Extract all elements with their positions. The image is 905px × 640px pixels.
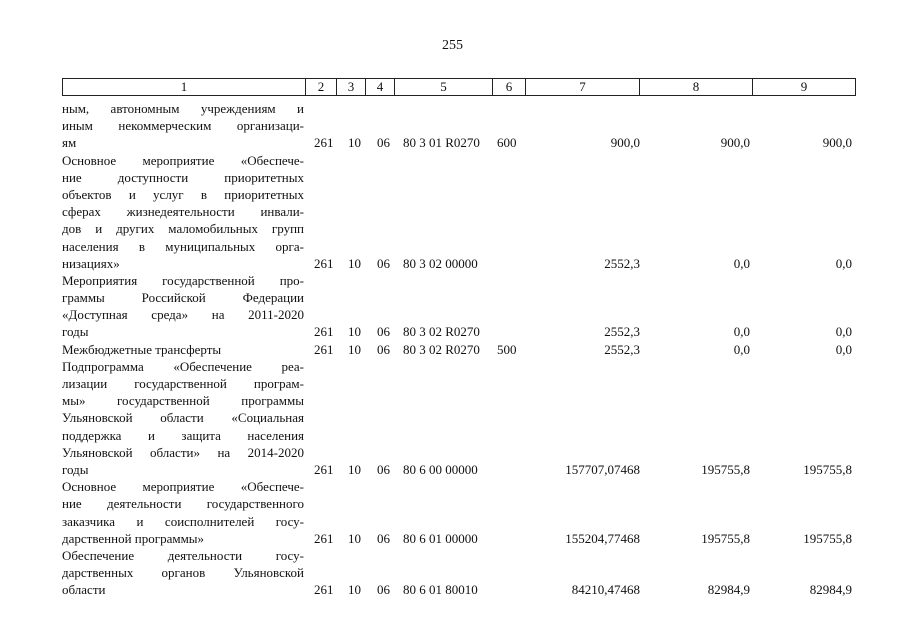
header-col-1: 1	[63, 79, 306, 96]
amount-col-8: 195755,8	[701, 461, 750, 477]
description-line: «Доступная среда» на 2011-2020	[62, 307, 304, 323]
amount-col-8: 900,0	[720, 135, 750, 151]
description-line: Основное мероприятие «Обеспече-	[62, 479, 304, 495]
description-line: объектов и услуг в приоритетных	[62, 186, 304, 202]
description-line: ние деятельности государственного	[62, 496, 304, 512]
description-line: иным некоммерческим организаци-	[62, 118, 304, 134]
subsection-code: 06	[377, 135, 390, 151]
target-article-code: 80 6 01 00000	[403, 530, 478, 546]
subsection-code: 06	[377, 530, 390, 546]
table-row	[62, 478, 862, 547]
amount-col-9: 0,0	[835, 341, 852, 357]
ministry-code: 261	[314, 255, 334, 271]
header-col-4: 4	[366, 79, 395, 96]
section-code: 10	[348, 341, 361, 357]
description-line: ние доступности приоритетных	[62, 169, 304, 185]
section-code: 10	[348, 324, 361, 340]
table-row	[62, 547, 862, 599]
amount-col-7: 900,0	[610, 135, 640, 151]
amount-col-7: 157707,07468	[565, 461, 640, 477]
expense-type-code: 600	[497, 135, 517, 151]
amount-col-9: 195755,8	[803, 461, 852, 477]
target-article-code: 80 3 01 R0270	[403, 135, 480, 151]
target-article-code: 80 6 00 00000	[403, 461, 478, 477]
description-line: Межбюджетные трансферты	[62, 341, 222, 357]
expense-type-code: 500	[497, 341, 517, 357]
description-line: граммы Российской Федерации	[62, 290, 304, 306]
row-codes	[62, 134, 862, 151]
description-line: низациях»	[62, 255, 120, 271]
ministry-code: 261	[314, 461, 334, 477]
table-row	[62, 358, 862, 478]
description-line: ям	[62, 135, 77, 151]
description-line: Основное мероприятие «Обеспече-	[62, 152, 304, 168]
amount-col-7: 155204,77468	[565, 530, 640, 546]
description-line: дов и других маломобильных групп	[62, 221, 304, 237]
description-line: заказчика и соисполнителей госу-	[62, 513, 304, 529]
subsection-code: 06	[377, 341, 390, 357]
target-article-code: 80 3 02 00000	[403, 255, 478, 271]
amount-col-7: 2552,3	[604, 255, 640, 271]
description-line: дарственной программы»	[62, 530, 205, 546]
description-line: поддержка и защита населения	[62, 427, 304, 443]
description-line: Подпрограмма «Обеспечение реа-	[62, 358, 304, 374]
page-number: 255	[442, 38, 463, 53]
target-article-code: 80 3 02 R0270	[403, 324, 480, 340]
row-codes	[62, 581, 862, 598]
amount-col-9: 0,0	[835, 255, 852, 271]
header-col-6: 6	[493, 79, 526, 96]
description-line: Ульяновской области «Социальная	[62, 410, 304, 426]
table-header	[62, 78, 856, 96]
section-code: 10	[348, 530, 361, 546]
target-article-code: 80 3 02 R0270	[403, 341, 480, 357]
subsection-code: 06	[377, 582, 390, 598]
amount-col-9: 0,0	[835, 324, 852, 340]
description-line: населения в муниципальных орга-	[62, 238, 304, 254]
header-col-2: 2	[306, 79, 337, 96]
header-col-9: 9	[753, 79, 856, 96]
amount-col-9: 82984,9	[809, 582, 852, 598]
ministry-code: 261	[314, 582, 334, 598]
amount-col-7: 2552,3	[604, 324, 640, 340]
section-code: 10	[348, 461, 361, 477]
header-col-3: 3	[337, 79, 366, 96]
description-line: мы» государственной программы	[62, 393, 304, 409]
ministry-code: 261	[314, 135, 334, 151]
amount-col-8: 0,0	[733, 324, 750, 340]
section-code: 10	[348, 582, 361, 598]
section-code: 10	[348, 255, 361, 271]
row-codes	[62, 461, 862, 478]
ministry-code: 261	[314, 324, 334, 340]
ministry-code: 261	[314, 530, 334, 546]
row-codes	[62, 530, 862, 547]
amount-col-8: 195755,8	[701, 530, 750, 546]
amount-col-7: 2552,3	[604, 341, 640, 357]
description-line: годы	[62, 461, 89, 477]
amount-col-8: 0,0	[733, 341, 750, 357]
description-line: области	[62, 582, 106, 598]
description-line: Мероприятия государственной про-	[62, 272, 304, 288]
subsection-code: 06	[377, 324, 390, 340]
table-row	[62, 272, 862, 341]
description-line: сферах жизнедеятельности инвали-	[62, 204, 304, 220]
target-article-code: 80 6 01 80010	[403, 582, 478, 598]
header-col-5: 5	[395, 79, 493, 96]
amount-col-8: 0,0	[733, 255, 750, 271]
amount-col-8: 82984,9	[707, 582, 750, 598]
ministry-code: 261	[314, 341, 334, 357]
amount-col-9: 195755,8	[803, 530, 852, 546]
row-codes	[62, 255, 862, 272]
description-line: Ульяновской области» на 2014-2020	[62, 444, 304, 460]
description-line: лизации государственной програм-	[62, 376, 304, 391]
subsection-code: 06	[377, 461, 390, 477]
description-line: Обеспечение деятельности госу-	[62, 547, 304, 563]
header-col-8: 8	[640, 79, 753, 96]
amount-col-7: 84210,47468	[571, 582, 640, 598]
description-line: дарственных органов Ульяновской	[62, 565, 304, 581]
subsection-code: 06	[377, 255, 390, 271]
header-col-7: 7	[526, 79, 640, 96]
table-row	[62, 152, 862, 272]
description-line: ным, автономным учреждениям и	[62, 101, 304, 116]
table-row	[62, 341, 862, 358]
row-codes	[62, 323, 862, 340]
row-codes	[62, 341, 862, 358]
table-row	[62, 100, 862, 152]
amount-col-9: 900,0	[822, 135, 852, 151]
budget-table-body	[62, 100, 862, 598]
section-code: 10	[348, 135, 361, 151]
description-line: годы	[62, 324, 89, 340]
